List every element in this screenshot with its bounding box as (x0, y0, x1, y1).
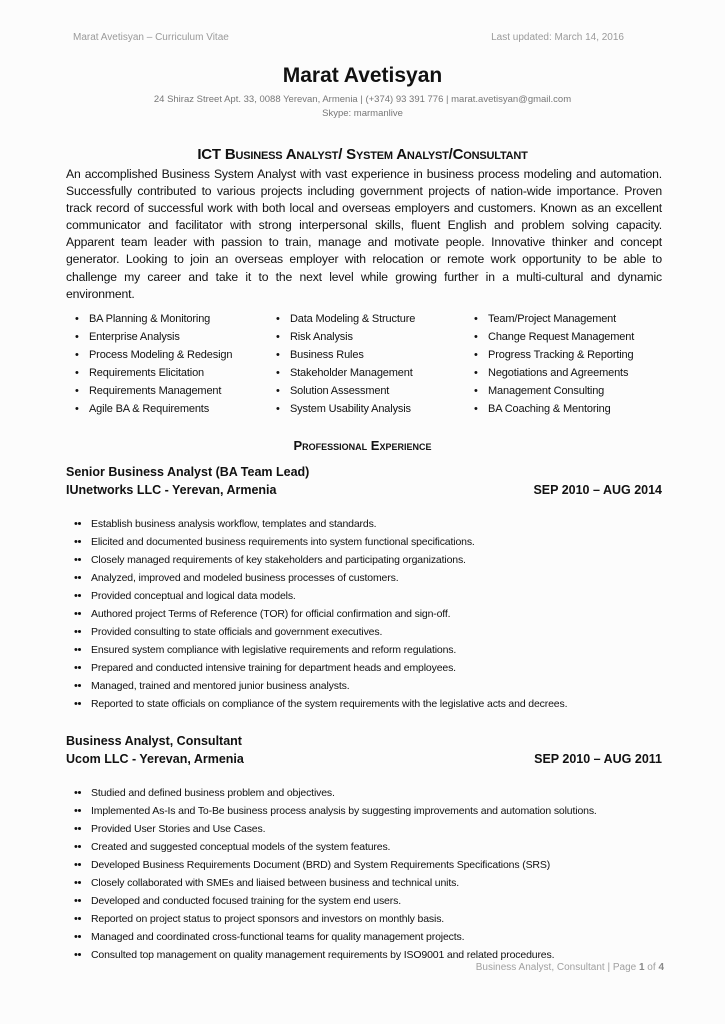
page-footer (476, 962, 664, 973)
job-bullet: • • Managed and coordinated cross-functional teams for quality management projects. (91, 928, 662, 946)
skill-item: • Requirements Management (75, 383, 276, 401)
job-role: Senior Business Analyst (BA Team Lead) (66, 465, 310, 479)
skills-grid (75, 311, 675, 418)
skills-column (75, 311, 276, 418)
section-title-experience: Professional Experience (293, 438, 432, 453)
footer-of: of (644, 962, 659, 973)
skill-item: • Process Modeling & Redesign (75, 347, 276, 365)
job-company: Ucom LLC - Yerevan, Armenia (66, 752, 244, 766)
skill-item: • Data Modeling & Structure (276, 311, 474, 329)
job-bullet: • • Closely managed requirements of key stakeholders and participating organizations. (91, 551, 662, 569)
job-company: IUnetworks LLC - Yerevan, Armenia (66, 483, 277, 497)
job-bullet: • • Developed Business Requirements Document (BRD) and System Requirements Specifications (SRS) (91, 856, 662, 874)
skill-item: • Solution Assessment (276, 383, 474, 401)
footer-text: Business Analyst, Consultant | Page (475, 962, 639, 973)
skill-item: • Team/Project Management (474, 311, 675, 329)
job-bullets (66, 784, 662, 964)
headline: ICT Business Analyst/ System Analyst/Consultant (197, 146, 528, 163)
job-bullet: • • Prepared and conducted intensive training for department heads and employees. (91, 659, 662, 677)
job-bullet: • • Provided User Stories and Use Cases. (91, 820, 662, 838)
job-bullet: • • Provided consulting to state officials and government executives. (91, 623, 662, 641)
job-bullet: • • Analyzed, improved and modeled business processes of customers. (91, 569, 662, 587)
job-entry (66, 463, 662, 729)
contact-line: 24 Shiraz Street Apt. 33, 0088 Yerevan, Armenia | (+374) 93 391 776 | marat.avetisyan@gmail.com (153, 94, 572, 105)
job-dates: SEP 2010 – AUG 2014 (533, 483, 662, 497)
job-bullet: • • Studied and defined business problem and objectives. (91, 784, 662, 802)
job-bullets (66, 515, 662, 713)
skill-item: • Stakeholder Management (276, 365, 474, 383)
skill-item: • Agile BA & Requirements (75, 401, 276, 419)
skill-item: • System Usability Analysis (276, 401, 474, 419)
job-bullet: • • Managed, trained and mentored junior business analysts. (91, 677, 662, 695)
skill-item: • Business Rules (276, 347, 474, 365)
skill-item: • BA Coaching & Mentoring (474, 401, 675, 419)
skill-item: • Risk Analysis (276, 329, 474, 347)
job-bullet: • • Consulted top management on quality management requirements by ISO9001 and related procedures. (91, 946, 662, 964)
job-bullet: • • Ensured system compliance with legislative requirements and reform regulations. (91, 641, 662, 659)
job-bullet: • • Reported on project status to project sponsors and investors on monthly basis. (91, 910, 662, 928)
page-header-right: Last updated: March 14, 2016 (491, 32, 624, 43)
job-bullet: • • Closely collaborated with SMEs and liaised between business and technical units. (91, 874, 662, 892)
job-bullet: • • Created and suggested conceptual models of the system features. (91, 838, 662, 856)
person-name: Marat Avetisyan (282, 64, 443, 87)
job-bullet: • • Reported to state officials on compliance of the system requirements with the legislative acts and decrees. (91, 695, 662, 713)
job-bullet: • • Developed and conducted focused training for the system end users. (91, 892, 662, 910)
contact-info (0, 93, 725, 121)
job-dates: SEP 2010 – AUG 2011 (534, 752, 662, 766)
job-company-row (66, 481, 662, 499)
skills-column (474, 311, 675, 418)
job-company-row (66, 750, 662, 768)
skill-item: • Negotiations and Agreements (474, 365, 675, 383)
skill-item: • Enterprise Analysis (75, 329, 276, 347)
skill-item: • Change Request Management (474, 329, 675, 347)
job-entry (66, 732, 662, 980)
job-bullet: • • Establish business analysis workflow, templates and standards. (91, 515, 662, 533)
skype-line: Skype: marmanlive (322, 108, 403, 119)
footer-page-number: 1 (638, 962, 645, 973)
skills-column (276, 311, 474, 418)
job-bullet: • • Authored project Terms of Reference (TOR) for official confirmation and sign-off. (91, 605, 662, 623)
skill-item: • BA Planning & Monitoring (75, 311, 276, 329)
footer-page-total: 4 (658, 962, 664, 973)
page-header-left: Marat Avetisyan – Curriculum Vitae (73, 32, 229, 43)
skill-item: • Requirements Elicitation (75, 365, 276, 383)
summary-paragraph: An accomplished Business System Analyst with vast experience in business process modeling and automation. Successfully contributed to various projects including government projects of nation-wide importance. Proven track record of successful work with both local and overseas employers and customers. Known as an excellent communicator and facilitator with strong interpersonal skills, fluent English and problem solving capacity. Apparent team leader with passion to train, manage and motivate people. Innovative thinker and concept generator. Looking to join an overseas employer with relocation or remote work opportunity to be able to challenge my career and take it to the next level while growing further in a multi-cultural and dynamic environment. (66, 167, 662, 301)
job-bullet: • • Implemented As-Is and To-Be business process analysis by suggesting improvements and automation solutions. (91, 802, 662, 820)
job-bullet: • • Elicited and documented business requirements into system functional specifications. (91, 533, 662, 551)
job-bullet: • • Provided conceptual and logical data models. (91, 587, 662, 605)
skill-item: • Management Consulting (474, 383, 675, 401)
job-role: Business Analyst, Consultant (66, 734, 242, 748)
skill-item: • Progress Tracking & Reporting (474, 347, 675, 365)
